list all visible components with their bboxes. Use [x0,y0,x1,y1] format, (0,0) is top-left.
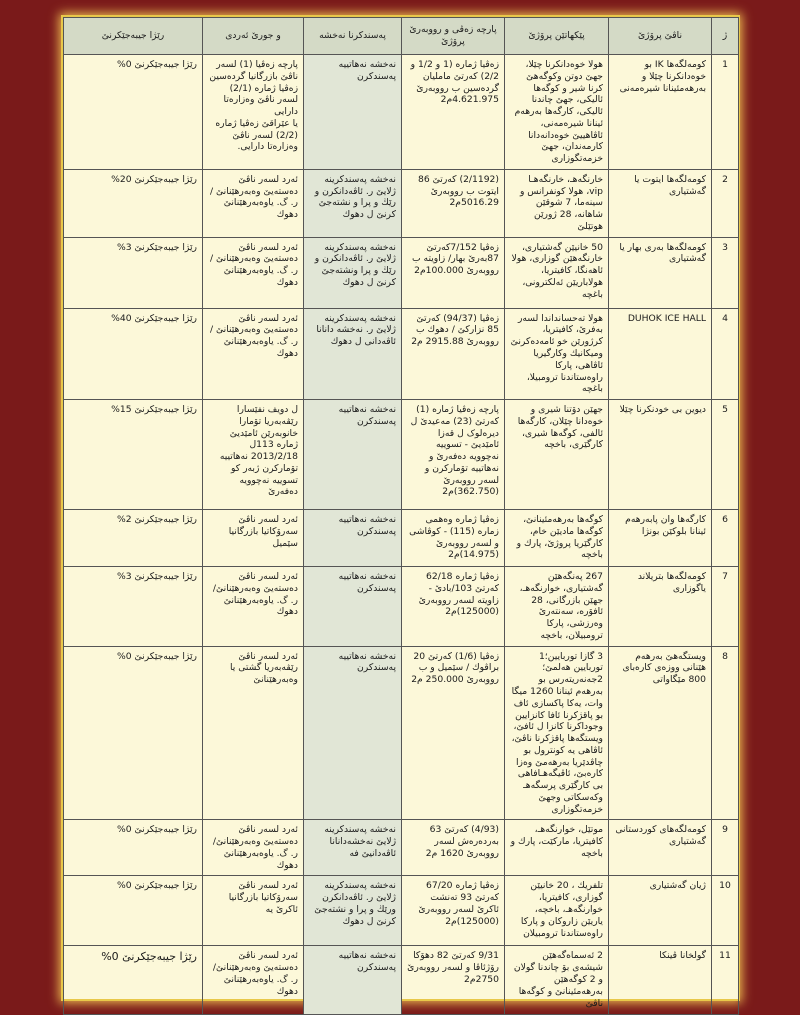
row-number: 11 [712,946,739,1015]
project-components: تلفریك ، 20 خانیێن گوزاری، کافیتریا، خوارنگەهـ، باخچە، یاریێن زاروکان و پارکا راوەستاندنا ترومبیلان [505,876,609,946]
land-area: زەڤیا ژمارە وەهمی زمارە (115) - کوڤاشی و لسەر رووبەرێ (14.975)م2 [402,510,505,567]
project-name: کومەلگەهای کوردستانی گەشتیاری [609,820,712,876]
completion-rate: رێژا جیبەجێکرنێ 3% [64,567,203,647]
land-ownership: ئەرد لسەر ناڤێ دەستەیێ وەبەرهێنانێ/ ر. گ. یاوەبەرهێنانێ دهوك [203,820,304,876]
project-name: دیوین بی خودنکرنا چێلا [609,400,712,510]
project-name: کارگەها وان پابەرهەم ئینانا بلوکێن بونژا [609,510,712,567]
header-area: پارچە زەڤی و رووبەرێ پرۆژێ [402,18,505,55]
row-number: 5 [712,400,739,510]
table-row [64,820,739,876]
project-components: 50 خانیێن گەشتیاری، خارنگەهێن گوزاری، هولا ئاهەنگا، کافیتریا، هولاباریێن ئەلکترونی، باغچە [505,237,609,308]
header-name: ناڤێ پرۆژێ [609,18,712,55]
header-num: ژ [712,18,739,55]
land-ownership: ئەرد لسەر ناڤێ دەستەیێ وەبەرهێنانێ / ر. گ. یاوەبەرهێنانێ دهوك [203,237,304,308]
table-row [64,237,739,308]
plan-approval: نەخشە پەسندکرینە ژلایێ نەخشەدانانا ئاڤەدانیێ فە [304,820,402,876]
plan-approval: نەخشە نەهاتییە پەسندکرن [304,510,402,567]
document-frame [63,17,738,1009]
project-name: ژیان گەشتیاری [609,876,712,946]
row-number: 8 [712,646,739,820]
project-components: کوگەها بەرهەمئینانێ، کوگەها مادیێن خام، کارگێریا پروژێ، پارك و باخچە [505,510,609,567]
header-discount: رێژا جیبەجێکرنێ [64,18,203,55]
land-area: (4/93) کەرتێ 63 بەردەرەش لسەر رووبەرێ 1620 م2 [402,820,505,876]
project-components: خارنگەهـ، خارنگەهـا vip، هولا کونفرانس و سینەما، 7 شوقێن شاهانە، 28 ژورێن هوتێلێ [505,169,609,237]
project-components: 267 پەنگەهێن گەشتیاری، خوارنگەهـ، جهێن بازرگانی، 28 ئافۆرە، سەنتەرێ وەرزشی، پارکا ترومبیلان، باخچە [505,567,609,647]
land-ownership: ئەرد لسەر ناڤێ دەستەیێ وەبەرهێنانێ/ ر. گ. یاوەبەرهێنانێ دهوك [203,567,304,647]
project-name: DUHOK ICE HALL [609,308,712,399]
land-ownership: ئەرد لسەر ناڤێ دەستەیێ وەبەرهێنانێ / ر. گ. یاوەبەرهێنانێ دهوك [203,169,304,237]
project-components: 3 گازا توربایین؛1 توربایین هەلمێ؛ 2جەنەریتەرس بو بەرهەم ئینانا 1260 میگا وات، یەکا پاکسازی ئاف بو پاقژکرنا ئافا کانزایین وجوداکرنا کانزا ل ئافێ، ویستگەها پاقژکرنا ناڤێ، ئاڤاهی یە کونترول بو چاڤدێریا بەرهەمێ وەزا کارەبێ، ئاڤیگەهـافاهی بی کارگێری پرسگەهـ وکەسکاتی وجهێ خزمەتگوزاری [505,646,609,820]
plan-approval: نەخشە نەهاتییە پەسندکرن [304,400,402,510]
completion-rate: رێژا جیبەجێکرنێ 0% [64,876,203,946]
row-number: 4 [712,308,739,399]
row-number: 9 [712,820,739,876]
header-approval: پەسندکرنا نەخشە [304,18,402,55]
land-ownership: ل دویف نفێسارا رێڤەبەریا تۆمارا خانوبەرێن ئامێدیێ ژمارە 113ل 2013/2/18 نەهاتییە تۆمارکرن ژبەر کو تسوییە نەچوویە دەفەرێ [203,400,304,510]
land-area: (2/1192) کەرتێ 86 ایتوت ب رووبەرێ 5016.29م2 [402,169,505,237]
table-row [64,55,739,170]
project-name: کومەلگەها IK بو خوەدانکرنا چێلا و بەرهەمئینانا شیرەمەنی [609,55,712,170]
project-components: هولا خوەدانکرنا چێلا، جهێ دوتن وکوگەهێ کرنا شیر و کوگەها ئالیکی، جهێ چاندنا ئالیکی، کارگەها بەرهەم ئینانا شیرەمەنی، ئاڤاهییێ خوەدانەدانا کارمەندان، جهێ خزمەتگوزاری [505,55,609,170]
land-ownership: ئەرد لسەر ناڤێ دەستەیێ وەبەرهێنانێ/ ر. گ. یاوەبەرهێنانێ دهوك [203,946,304,1015]
project-name: ویستگەهێ بەرهەم هێنانی ووزەی کارەبای 800 مێگاواتی [609,646,712,820]
table-body [64,55,739,1015]
land-area: زەڤیا (94/37) کەرتێ 85 نزارکێ / دهوك ب رووبەرێ 2915.88 م2 [402,308,505,399]
plan-approval: نەخشە نەهاتییە پەسندکرن [304,946,402,1015]
land-ownership: ئەرد لسەر ناڤێ رێڤەبەریا گشتی یا وەبەرهێنانێ [203,646,304,820]
completion-rate: رێژا جیبەجێکرنێ 3% [64,237,203,308]
table-row [64,646,739,820]
project-name: کومەلگەها ایتوت یا گەشتیاری [609,169,712,237]
table-row [64,946,739,1015]
row-number: 6 [712,510,739,567]
table-row [64,510,739,567]
plan-approval: نەخشە پەسندکرینە ژلایێ ر. ئاڤەدانکرن و رێڬ و پرا و نشتەجێ کرنێ ل دهوك [304,169,402,237]
project-components: هولا تەحسانداندا لسەر بەفرێ، کافیتریا، کرژورێن خو ئامەدەکرنێ ومیکانیك وکارگیریا ئاڤاهی، پارکا راوەستاندنا ترومبیلا، باغچە [505,308,609,399]
land-area: زەڤیا ژمارە (1 و 1/2 و 2/2) کەرتێ مامليان گردەسین ب رووبەرێ 4.621.975م2 [402,55,505,170]
table-row [64,567,739,647]
plan-approval: نەخشە نەهاتییە پەسندکرن [304,646,402,820]
project-components: موتێل، خوارنگەهـ، کافیتریا، مارکێت، پارك و باخچە [505,820,609,876]
plan-approval: نەخشە پەسندکرینە ژلایێ ر. ئاڤەدانکرن ورێڬ و پرا و نشتەجێ کرنێ ل دهوك [304,876,402,946]
completion-rate: رێژا جیبەجێکرنێ 15% [64,400,203,510]
table-header-row [64,18,739,55]
land-area: زەڤیا (1/6) کەرتێ 20 براڤوك / سێمیل و ب رووبەرێ 250.000 م2 [402,646,505,820]
project-components: جهێن دۆتنا شیری و خوەدانا چێلان، کارگەها ئالفی، کوگەها شیری، کارگێری، باخچە [505,400,609,510]
completion-rate: رێژا جیبەجێکرنێ 2% [64,510,203,567]
header-type: و جورێ ئەردی [203,18,304,55]
plan-approval: نەخشە نەهاتییە پەسندکرن [304,55,402,170]
plan-approval: نەخشە پەسندکرینە ژلایێ ر. نەخشە دانانا ئاڤەدانی ل دهوك [304,308,402,399]
row-number: 3 [712,237,739,308]
project-components: 2 ئەسماەگەهێن شیشەی بۆ چاندنا گولان و 2 کوگەهێن بەرهەمئینانێ و کوگەها ناڤێ [505,946,609,1015]
header-components: پێکهاتێن پرۆژێ [505,18,609,55]
row-number: 10 [712,876,739,946]
land-area: 9/31 کەرتێ 82 دهۆکا رۆژئاڤا و لسەر رووبەرێ 2750م2 [402,946,505,1015]
project-name: کومەلگەها بەری بهار یا گەشتیاری [609,237,712,308]
table-row [64,308,739,399]
table-row [64,876,739,946]
project-name: کومەلگەها بتریلاند یاگوزاری [609,567,712,647]
plan-approval: نەخشە نەهاتییە پەسندکرن [304,567,402,647]
land-ownership: ئەرد لسەر ناڤێ دەستەیێ وەبەرهێنانێ / ر. گ. یاوەبەرهێنانێ دهوك [203,308,304,399]
land-area: زەڤیا ژمارە 62/18 کەرتێ 103/بادێ - زاویتە لسەر رووبەرێ (125000)م2 [402,567,505,647]
land-ownership: ئەرد لسەر ناڤێ سەرۆکاتیا بازرگانیا ئاکرێ یە [203,876,304,946]
land-area: پارچە زەڤیا ژمارە (1) کەرتێ (23) مەعیدێ ل دیرەلوک ل قەزا ئامێدیێ - تسوییە نەچوویە دەفەرێ و نەهاتییە تۆمارکرن و لسەر رووبەرێ (362.750)م2 [402,400,505,510]
plan-approval: نەخشە پەسندکرینە ژلایێ ر. ئاڤەدانکرن و رێڬ و پرا ونشتەجێ کرنێ ل دهوك [304,237,402,308]
land-area: زەڤیا 7/152کەرتێ 87بەرێ بهار/ زاویتە ب رووبەرێ 100.000م2 [402,237,505,308]
row-number: 7 [712,567,739,647]
completion-rate: رێژا جیبەجێکرنێ 20% [64,169,203,237]
completion-rate: رێژا جیبەجێکرنێ 0% [64,820,203,876]
table-row [64,400,739,510]
land-area: زەڤیا ژمارە 67/20 کەرتێ 93 تەنشت ئاکرێ لسەر رووبەرێ (125000)م2 [402,876,505,946]
completion-rate: رێژا جیبەجێکرنێ 0% [64,646,203,820]
completion-rate: رێژا جیبەجێکرنێ 0% [64,55,203,170]
completion-rate: رێژا جیبەجێکرنێ 0% [64,946,203,1015]
completion-rate: رێژا جیبەجێکرنێ 40% [64,308,203,399]
project-name: گولخانا ڤینکا [609,946,712,1015]
projects-table [63,17,739,1015]
row-number: 2 [712,169,739,237]
table-row [64,169,739,237]
land-ownership: ئەرد لسەر ناڤێ سەرۆکاتیا بازرگانیا سێمیل [203,510,304,567]
land-ownership: پارچە زەڤیا (1) لسەر ناڤێ بازرگانیا گردەسین زەڤیا ژمارە (2/1) لسەر ناڤێ وەزارەتا دارایی یا عێراقێ زەڤیا ژمارە (2/2) لسەر ناڤێ وەزارەتا دارایی. [203,55,304,170]
row-number: 1 [712,55,739,170]
